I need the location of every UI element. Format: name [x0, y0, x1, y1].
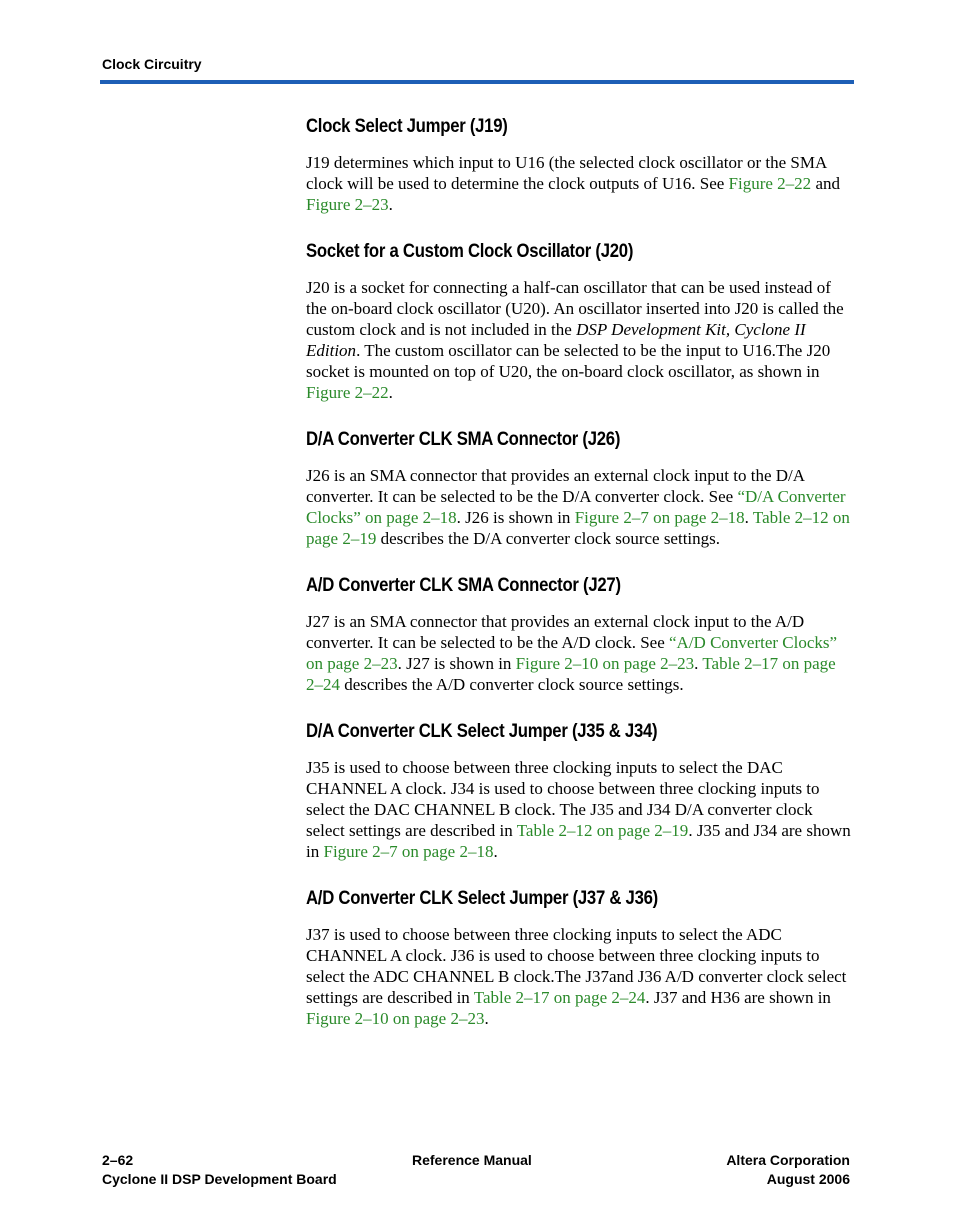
header-rule: [100, 80, 854, 84]
section-paragraph: [306, 465, 854, 549]
text-run: J37 is used to choose between three clocking inputs to select the ADC CHANNEL A clock. J36 is used to choose between three clocking inputs to select the ADC CHANNEL B clock.The J37and J36 A/D converter clock select settings are described in: [306, 925, 847, 1007]
section-heading: D/A Converter CLK Select Jumper (J35 & J34): [306, 721, 658, 742]
section: [306, 114, 854, 215]
section-paragraph: [306, 757, 854, 862]
text-run: describes the A/D converter clock source settings.: [340, 675, 684, 694]
text-run: .: [388, 383, 393, 402]
section-heading: Socket for a Custom Clock Oscillator (J20): [306, 241, 634, 262]
text-run: .: [484, 1009, 489, 1028]
section-heading: Clock Select Jumper (J19): [306, 116, 508, 137]
text-run: . J26 is shown in: [456, 508, 575, 527]
doc-type: Reference Manual: [412, 1152, 532, 1168]
section: [306, 719, 854, 862]
cross-reference-link[interactable]: Figure 2–22: [306, 383, 389, 402]
running-header: Clock Circuitry: [102, 56, 202, 72]
text-run: .: [388, 195, 393, 214]
footer-left: [102, 1151, 337, 1189]
text-run: .: [744, 508, 753, 527]
cross-reference-link[interactable]: Table 2–17 on page 2–24: [306, 654, 836, 694]
section-paragraph: [306, 277, 854, 403]
cross-reference-link[interactable]: Figure 2–7 on page 2–18: [323, 842, 494, 861]
cross-reference-link[interactable]: Table 2–12 on page 2–19: [516, 821, 689, 840]
text-run: J19 determines which input to U16 (the selected clock oscillator or the SMA clock will be used to determine the clock outputs of U16. See: [306, 153, 827, 193]
text-run: J27 is an SMA connector that provides an external clock input to the A/D converter. It can be selected to be the A/D clock. See: [306, 612, 805, 652]
section: [306, 239, 854, 403]
emphasized-text: DSP Development Kit, Cyclone II Edition: [306, 320, 806, 360]
publication-date: August 2006: [766, 1171, 850, 1187]
cross-reference-link[interactable]: Figure 2–10 on page 2–23: [515, 654, 695, 673]
section-heading: A/D Converter CLK SMA Connector (J27): [306, 575, 621, 596]
text-run: . The custom oscillator can be selected to be the input to U16.The J20 socket is mounted on top of U20, the on-board clock oscillator, as shown in: [306, 341, 831, 381]
section-paragraph: [306, 924, 854, 1029]
company-name: Altera Corporation: [726, 1152, 850, 1168]
text-run: and: [811, 174, 840, 193]
section: [306, 886, 854, 1029]
footer-right: [726, 1151, 850, 1189]
cross-reference-link[interactable]: “A/D Converter Clocks” on page 2–23: [306, 633, 838, 673]
page-number: 2–62: [102, 1152, 134, 1168]
section-paragraph: [306, 152, 854, 215]
text-run: . J27 is shown in: [397, 654, 516, 673]
text-run: .: [694, 654, 703, 673]
cross-reference-link[interactable]: Table 2–12 on page 2–19: [306, 508, 850, 548]
text-run: J20 is a socket for connecting a half-can oscillator that can be used instead of the on-board clock oscillator (U20). An oscillator inserted into J20 is called the custom clock and is not included in the: [306, 278, 844, 339]
cross-reference-link[interactable]: Table 2–17 on page 2–24: [473, 988, 646, 1007]
text-run: J35 is used to choose between three clocking inputs to select the DAC CHANNEL A clock. J34 is used to choose between three clocking inputs to select the DAC CHANNEL B clock. The J35 and J34 D/A converter clock select settings are described in: [306, 758, 820, 840]
cross-reference-link[interactable]: Figure 2–7 on page 2–18: [574, 508, 745, 527]
section: [306, 573, 854, 695]
cross-reference-link[interactable]: “D/A Converter Clocks” on page 2–18: [306, 487, 846, 527]
section-heading: D/A Converter CLK SMA Connector (J26): [306, 429, 621, 450]
text-run: .: [493, 842, 498, 861]
board-name: Cyclone II DSP Development Board: [102, 1171, 337, 1187]
text-run: . J35 and J34 are shown in: [306, 821, 851, 861]
section-heading: A/D Converter CLK Select Jumper (J37 & J36): [306, 888, 658, 909]
text-run: . J37 and H36 are shown in: [645, 988, 831, 1007]
text-run: describes the D/A converter clock source settings.: [376, 529, 721, 548]
section: [306, 427, 854, 549]
section-paragraph: [306, 611, 854, 695]
cross-reference-link[interactable]: Figure 2–23: [306, 195, 389, 214]
text-run: J26 is an SMA connector that provides an external clock input to the D/A converter. It can be selected to be the D/A converter clock. See: [306, 466, 805, 506]
cross-reference-link[interactable]: Figure 2–10 on page 2–23: [306, 1009, 485, 1028]
main-content: [306, 114, 854, 1053]
cross-reference-link[interactable]: Figure 2–22: [728, 174, 812, 193]
